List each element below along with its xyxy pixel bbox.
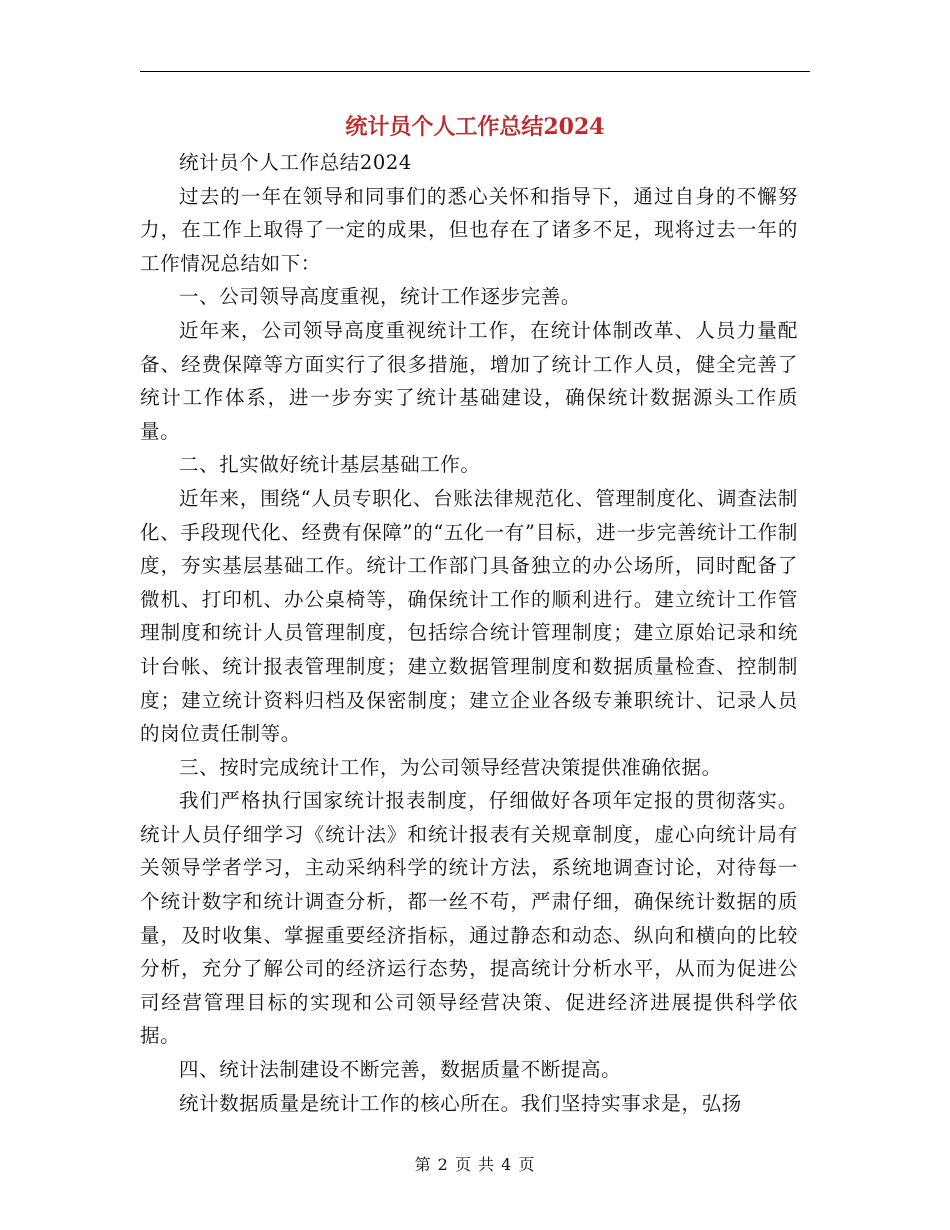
paragraph-section-1: 近年来，公司领导高度重视统计工作，在统计体制改革、人员力量配备、经费保障等方面实行了很多措施，增加了统计工作人员，健全完善了统计工作体系，进一步夯实了统计基础建设，确保统计数据源头工作质量。 xyxy=(140,318,798,443)
section-heading-4: 四、统计法制建设不断完善，数据质量不断提高。 xyxy=(179,1058,622,1082)
document-body xyxy=(140,146,798,1120)
paragraph-section-2: 近年来，围绕“人员专职化、台账法律规范化、管理制度化、调查法制化、手段现代化、经费有保障”的“五化一有”目标，进一步完善统计工作制度，夯实基层基础工作。统计工作部门具备独立的办公场所，同时配备了微机、打印机、办公桌椅等，确保统计工作的顺利进行。建立统计工作管理制度和统计人员管理制度，包括综合统计管理制度；建立原始记录和统计台帐、统计报表管理制度；建立数据管理制度和数据质量检查、控制制度；建立统计资料归档及保密制度；建立企业各级专兼职统计、记录人员的岗位责任制等。 xyxy=(140,486,798,746)
section-heading-3: 三、按时完成统计工作，为公司领导经营决策提供准确依据。 xyxy=(179,755,722,779)
paragraph-section-4: 统计数据质量是统计工作的核心所在。我们坚持实事求是，弘扬 xyxy=(179,1091,742,1115)
paragraph-intro: 过去的一年在领导和同事们的悉心关怀和指导下，通过自身的不懈努力，在工作上取得了一定的成果，但也存在了诸多不足，现将过去一年的工作情况总结如下： xyxy=(140,184,798,275)
paragraph-section-3: 我们严格执行国家统计报表制度，仔细做好各项年定报的贯彻落实。统计人员仔细学习《统计法》和统计报表有关规章制度，虚心向统计局有关领导学者学习，主动采纳科学的统计方法，系统地调查讨论，对待每一个统计数字和统计调查分析，都一丝不苟，严肃仔细，确保统计数据的质量，及时收集、掌握重要经济指标，通过静态和动态、纵向和横向的比较分析，充分了解公司的经济运行态势，提高统计分析水平，从而为促进公司经营管理目标的实现和公司领导经营决策、促进经济进展提供科学依据。 xyxy=(140,789,798,1048)
page-number: 第 2 页 共 4 页 xyxy=(414,1155,536,1174)
header-rule xyxy=(140,71,810,72)
section-heading-2: 二、扎实做好统计基层基础工作。 xyxy=(179,453,481,477)
paragraph-subtitle: 统计员个人工作总结2024 xyxy=(179,151,412,174)
section-heading-1: 一、公司领导高度重视，统计工作逐步完善。 xyxy=(179,285,582,309)
document-title: 统计员个人工作总结2024 xyxy=(345,114,605,140)
